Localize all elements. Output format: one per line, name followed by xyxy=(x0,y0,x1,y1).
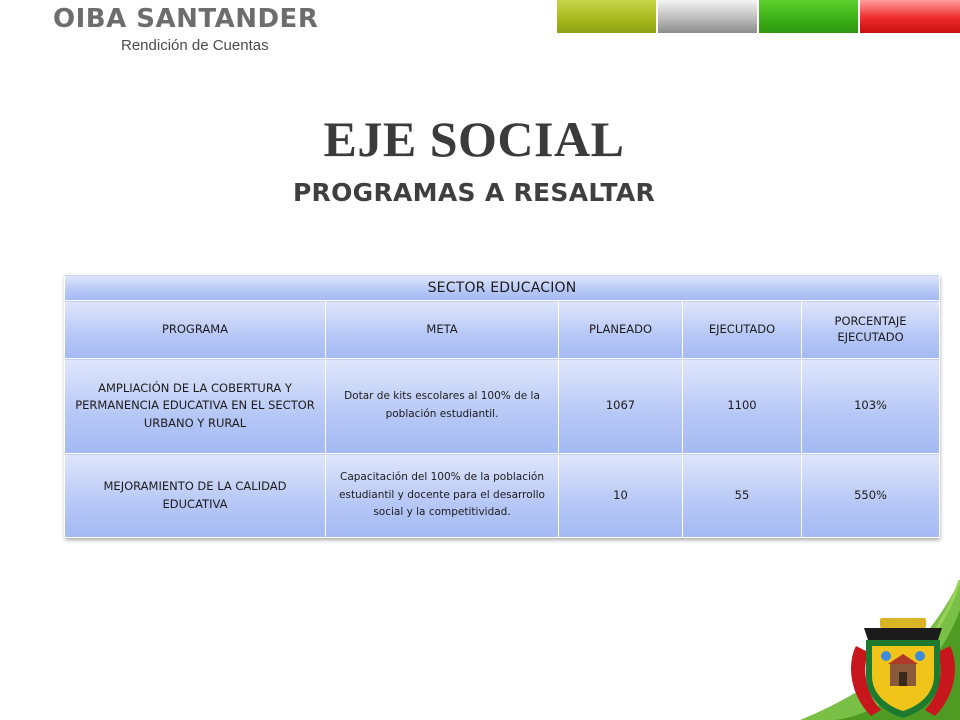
cell-porcentaje: 550% xyxy=(802,454,940,538)
brand-subtitle: Rendición de Cuentas xyxy=(121,37,269,54)
sector-heading: SECTOR EDUCACION xyxy=(65,275,940,301)
column-header-meta: META xyxy=(326,301,559,359)
page-title: EJE SOCIAL xyxy=(323,111,625,167)
municipal-coat-of-arms-icon xyxy=(846,606,960,720)
header-color-bars xyxy=(557,0,960,33)
cell-planeado: 1067 xyxy=(559,359,683,454)
column-header-porcentaje: PORCENTAJE EJECUTADO xyxy=(802,301,940,359)
cell-meta: Capacitación del 100% de la población estudiantil y docente para el desarrollo social y la competitividad. xyxy=(326,454,559,538)
table-row xyxy=(65,454,940,538)
cell-porcentaje: 103% xyxy=(802,359,940,454)
column-header-programa: PROGRAMA xyxy=(65,301,326,359)
header-row xyxy=(65,301,940,359)
cell-ejecutado: 55 xyxy=(683,454,802,538)
table-row xyxy=(65,359,940,454)
sector-row xyxy=(65,275,940,301)
brand-title: OIBA SANTANDER xyxy=(53,4,319,34)
olive-color-bar xyxy=(557,0,656,33)
cell-programa: AMPLIACIÓN DE LA COBERTURA Y PERMANENCIA EDUCATIVA EN EL SECTOR URBANO Y RURAL xyxy=(65,359,326,454)
cell-ejecutado: 1100 xyxy=(683,359,802,454)
page-subtitle: PROGRAMAS A RESALTAR xyxy=(292,178,656,207)
programs-table xyxy=(64,274,939,538)
red-color-bar xyxy=(860,0,960,33)
column-header-ejecutado: EJECUTADO xyxy=(683,301,802,359)
cell-planeado: 10 xyxy=(559,454,683,538)
cell-programa: MEJORAMIENTO DE LA CALIDAD EDUCATIVA xyxy=(65,454,326,538)
column-header-planeado: PLANEADO xyxy=(559,301,683,359)
gray-color-bar xyxy=(658,0,757,33)
cell-meta: Dotar de kits escolares al 100% de la población estudiantil. xyxy=(326,359,559,454)
green-color-bar xyxy=(759,0,858,33)
